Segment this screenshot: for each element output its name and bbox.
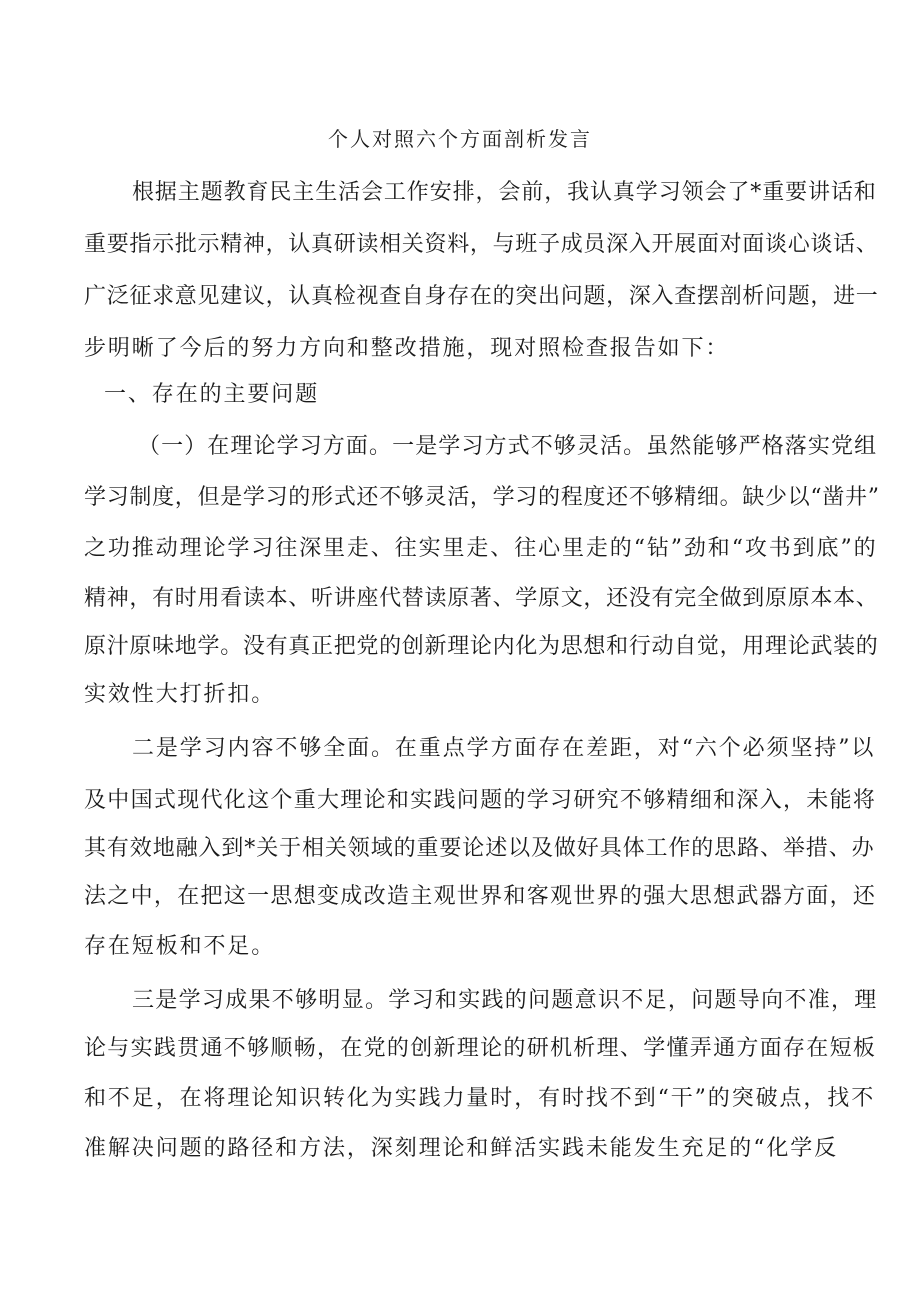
paragraph-4-line-1: 二是学习内容不够全面。在重点学方面存在差距，对“六个必须坚持”以 — [132, 736, 876, 761]
paragraph-1-line-4: 步明晰了今后的努力方向和整改措施，现对照检查报告如下： — [84, 336, 730, 361]
paragraph-5-line-3: 和不足，在将理论知识转化为实践力量时，有时找不到“干”的突破点，找不 — [84, 1086, 876, 1111]
paragraph-3-line-2: 学习制度，但是学习的形式还不够灵活，学习的程度还不够精细。缺少以“凿井” — [84, 485, 880, 510]
paragraph-3-line-6: 实效性大打折扣。 — [84, 682, 276, 707]
paragraph-5-line-1: 三是学习成果不够明显。学习和实践的问题意识不足，问题导向不准，理 — [132, 988, 878, 1013]
paragraph-3-line-5: 原汁原味地学。没有真正把党的创新理论内化为思想和行动自觉，用理论武装的 — [84, 634, 879, 659]
paragraph-4-line-4: 法之中，在把这一思想变成改造主观世界和客观世界的强大思想武器方面，还 — [84, 884, 877, 909]
section-heading: 一、存在的主要问题 — [104, 382, 320, 407]
paragraph-5-line-4: 准解决问题的路径和方法，深刻理论和鲜活实践未能发生充足的“化学反 — [84, 1136, 839, 1161]
paragraph-3-line-3: 之功推动理论学习往深里走、往实里走、往心里走的“钻”劲和“攻书到底”的 — [84, 536, 878, 561]
paragraph-1-line-1: 根据主题教育民主生活会工作安排，会前，我认真学习领会了*重要讲话和 — [132, 180, 877, 205]
paragraph-3-line-1: （一）在理论学习方面。一是学习方式不够灵活。虽然能够严格落实党组 — [138, 434, 878, 459]
paragraph-1-line-2: 重要指示批示精神，认真研读相关资料，与班子成员深入开展面对面谈心谈话、 — [84, 232, 879, 257]
paragraph-1-line-3: 广泛征求意见建议，认真检视查自身存在的突出问题，深入查摆剖析问题，进一 — [84, 284, 879, 309]
paragraph-4-line-2: 及中国式现代化这个重大理论和实践问题的学习研究不够精细和深入，未能将 — [84, 788, 877, 813]
paragraph-4-line-5: 存在短板和不足。 — [84, 934, 276, 959]
paragraph-4-line-3: 其有效地融入到*关于相关领域的重要论述以及做好具体工作的思路、举措、办 — [84, 836, 875, 861]
document-title: 个人对照六个方面剖析发言 — [328, 127, 592, 151]
paragraph-5-line-2: 论与实践贯通不够顺畅，在党的创新理论的研机析理、学懂弄通方面存在短板 — [84, 1036, 877, 1061]
paragraph-3-line-4: 精神，有时用看读本、听讲座代替读原著、学原文，还没有完全做到原原本本、 — [84, 586, 879, 611]
